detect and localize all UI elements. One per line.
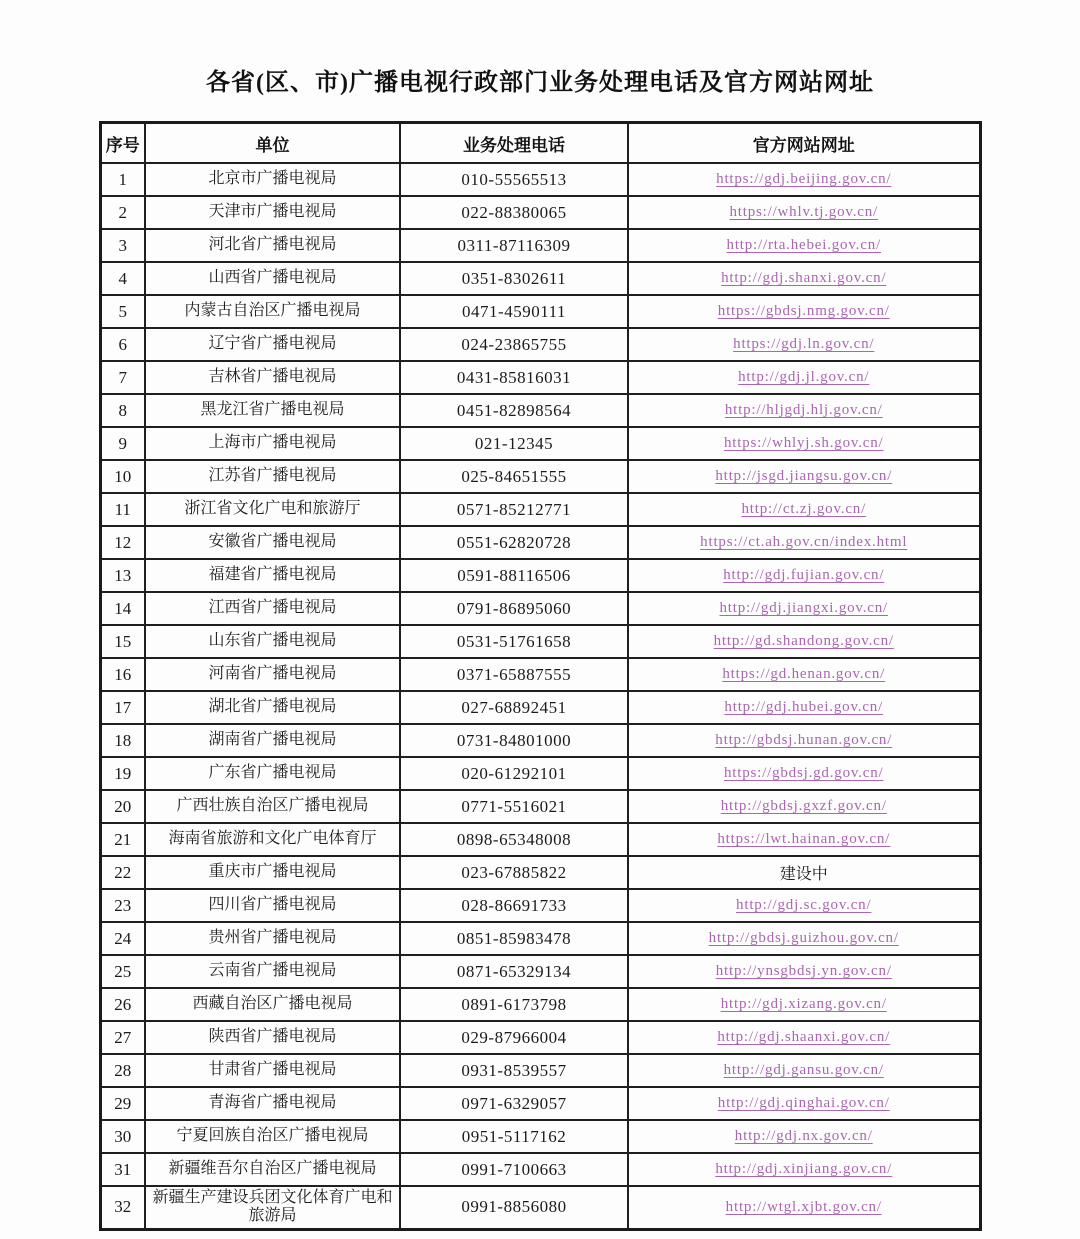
website-link[interactable]: https://gdj.ln.gov.cn/: [733, 336, 875, 352]
row-serial-number: 5: [100, 295, 145, 328]
website-link[interactable]: http://gbdsj.hunan.gov.cn/: [715, 732, 893, 748]
phone-number: 0951-5117162: [400, 1120, 628, 1153]
phone-number: 0991-7100663: [400, 1153, 628, 1186]
table-row: [100, 262, 980, 295]
row-serial-number: 21: [100, 823, 145, 856]
row-serial-number: 17: [100, 691, 145, 724]
phone-number: 0731-84801000: [400, 724, 628, 757]
phone-number: 010-55565513: [400, 163, 628, 196]
row-serial-number: 1: [100, 163, 145, 196]
row-serial-number: 25: [100, 955, 145, 988]
table-row: [100, 328, 980, 361]
row-serial-number: 2: [100, 196, 145, 229]
website-link[interactable]: https://gd.henan.gov.cn/: [722, 666, 886, 682]
row-serial-number: 15: [100, 625, 145, 658]
website-link[interactable]: http://gdj.shaanxi.gov.cn/: [717, 1029, 891, 1045]
phone-number: 0371-65887555: [400, 658, 628, 691]
website-link[interactable]: http://wtgl.xjbt.gov.cn/: [725, 1198, 882, 1215]
website-link[interactable]: http://gd.shandong.gov.cn/: [713, 633, 894, 649]
website-link[interactable]: http://gdj.shanxi.gov.cn/: [721, 270, 887, 286]
row-serial-number: 20: [100, 790, 145, 823]
row-serial-number: 3: [100, 229, 145, 262]
header-serial-number: 序号: [100, 123, 145, 164]
website-status: 建设中: [779, 866, 828, 883]
unit-name: 云南省广播电视局: [145, 955, 400, 988]
website-cell: [628, 328, 980, 361]
website-link[interactable]: https://ct.ah.gov.cn/index.html: [700, 534, 908, 550]
row-serial-number: 23: [100, 889, 145, 922]
website-cell: [628, 823, 980, 856]
unit-name: 天津市广播电视局: [145, 196, 400, 229]
phone-number: 028-86691733: [400, 889, 628, 922]
website-link[interactable]: https://whlyj.sh.gov.cn/: [724, 435, 884, 451]
unit-name: 广东省广播电视局: [145, 757, 400, 790]
unit-name: 福建省广播电视局: [145, 559, 400, 592]
phone-number: 020-61292101: [400, 757, 628, 790]
phone-number: 0571-85212771: [400, 493, 628, 526]
phone-number: 021-12345: [400, 427, 628, 460]
website-cell: [628, 724, 980, 757]
phone-number: 024-23865755: [400, 328, 628, 361]
unit-name: 安徽省广播电视局: [145, 526, 400, 559]
website-cell: [628, 427, 980, 460]
row-serial-number: 18: [100, 724, 145, 757]
unit-name: 辽宁省广播电视局: [145, 328, 400, 361]
row-serial-number: 7: [100, 361, 145, 394]
website-link[interactable]: http://gdj.gansu.gov.cn/: [723, 1062, 884, 1078]
website-cell: [628, 1054, 980, 1087]
website-link[interactable]: http://hljgdj.hlj.gov.cn/: [724, 402, 883, 418]
phone-number: 022-88380065: [400, 196, 628, 229]
website-link[interactable]: https://lwt.hainan.gov.cn/: [717, 831, 891, 847]
phone-number: 0451-82898564: [400, 394, 628, 427]
phone-number: 0591-88116506: [400, 559, 628, 592]
table-row: [100, 1021, 980, 1054]
website-cell: [628, 460, 980, 493]
row-serial-number: 13: [100, 559, 145, 592]
row-serial-number: 9: [100, 427, 145, 460]
unit-name: 湖南省广播电视局: [145, 724, 400, 757]
unit-name: 山西省广播电视局: [145, 262, 400, 295]
website-cell: [628, 559, 980, 592]
header-unit: 单位: [145, 123, 400, 164]
website-link[interactable]: http://gdj.xizang.gov.cn/: [720, 996, 887, 1012]
website-link[interactable]: http://gdj.jl.gov.cn/: [738, 369, 870, 385]
website-cell: [628, 493, 980, 526]
header-row: [100, 123, 980, 164]
row-serial-number: 31: [100, 1153, 145, 1186]
website-link[interactable]: http://gdj.sc.gov.cn/: [736, 897, 872, 913]
website-cell: [628, 163, 980, 196]
unit-name: 黑龙江省广播电视局: [145, 394, 400, 427]
phone-number: 0891-6173798: [400, 988, 628, 1021]
table-row: [100, 163, 980, 196]
unit-name: 西藏自治区广播电视局: [145, 988, 400, 1021]
unit-name: 吉林省广播电视局: [145, 361, 400, 394]
unit-name: 四川省广播电视局: [145, 889, 400, 922]
phone-number: 0471-4590111: [400, 295, 628, 328]
table-row: [100, 658, 980, 691]
table-row: [100, 955, 980, 988]
website-link[interactable]: http://gdj.fujian.gov.cn/: [723, 567, 885, 583]
unit-name: 广西壮族自治区广播电视局: [145, 790, 400, 823]
unit-name: 贵州省广播电视局: [145, 922, 400, 955]
row-serial-number: 29: [100, 1087, 145, 1120]
row-serial-number: 26: [100, 988, 145, 1021]
website-cell: [628, 691, 980, 724]
unit-name: 江西省广播电视局: [145, 592, 400, 625]
table-row: [100, 1054, 980, 1087]
website-link[interactable]: http://rta.hebei.gov.cn/: [726, 237, 881, 253]
website-cell: [628, 922, 980, 955]
phone-number: 0791-86895060: [400, 592, 628, 625]
row-serial-number: 8: [100, 394, 145, 427]
table-row: [100, 1087, 980, 1120]
website-link[interactable]: http://gbdsj.guizhou.gov.cn/: [708, 930, 899, 946]
website-link[interactable]: https://gbdsj.nmg.gov.cn/: [717, 303, 890, 319]
website-link[interactable]: https://gdj.beijing.gov.cn/: [716, 171, 892, 187]
page-title: 各省(区、市)广播电视行政部门业务处理电话及官方网站网址: [206, 70, 874, 96]
phone-number: 0898-65348008: [400, 823, 628, 856]
table-row: [100, 526, 980, 559]
table-row: [100, 493, 980, 526]
unit-name: 内蒙古自治区广播电视局: [145, 295, 400, 328]
phone-number: 0971-6329057: [400, 1087, 628, 1120]
phone-number: 0551-62820728: [400, 526, 628, 559]
phone-number: 0851-85983478: [400, 922, 628, 955]
website-link[interactable]: http://gdj.nx.gov.cn/: [734, 1128, 873, 1144]
unit-name: 河南省广播电视局: [145, 658, 400, 691]
row-serial-number: 11: [100, 493, 145, 526]
row-serial-number: 27: [100, 1021, 145, 1054]
unit-name: 山东省广播电视局: [145, 625, 400, 658]
row-serial-number: 22: [100, 856, 145, 889]
unit-name: 甘肃省广播电视局: [145, 1054, 400, 1087]
website-cell: [628, 196, 980, 229]
table-row: [100, 790, 980, 823]
unit-name: 陕西省广播电视局: [145, 1021, 400, 1054]
website-cell: [628, 1186, 980, 1229]
website-cell: [628, 1120, 980, 1153]
row-serial-number: 24: [100, 922, 145, 955]
table-row: [100, 295, 980, 328]
website-cell: [628, 1021, 980, 1054]
website-cell: [628, 1153, 980, 1186]
website-link[interactable]: http://gdj.qinghai.gov.cn/: [717, 1095, 890, 1111]
website-cell: [628, 361, 980, 394]
website-cell: [628, 658, 980, 691]
row-serial-number: 10: [100, 460, 145, 493]
table-row: [100, 427, 980, 460]
unit-name: 海南省旅游和文化广电体育厅: [145, 823, 400, 856]
unit-name: 浙江省文化广电和旅游厅: [145, 493, 400, 526]
row-serial-number: 4: [100, 262, 145, 295]
phone-number: 0431-85816031: [400, 361, 628, 394]
row-serial-number: 16: [100, 658, 145, 691]
table-body: [100, 163, 980, 1229]
table-row: [100, 1186, 980, 1229]
row-serial-number: 6: [100, 328, 145, 361]
table-row: [100, 724, 980, 757]
website-cell: [628, 295, 980, 328]
phone-number: 0871-65329134: [400, 955, 628, 988]
phone-number: 0311-87116309: [400, 229, 628, 262]
phone-number: 027-68892451: [400, 691, 628, 724]
website-link[interactable]: http://gdj.xinjiang.gov.cn/: [715, 1161, 893, 1177]
unit-name: 江苏省广播电视局: [145, 460, 400, 493]
unit-name: 青海省广播电视局: [145, 1087, 400, 1120]
phone-number: 0771-5516021: [400, 790, 628, 823]
website-link[interactable]: http://jsgd.jiangsu.gov.cn/: [715, 468, 893, 484]
row-serial-number: 30: [100, 1120, 145, 1153]
website-cell: [628, 394, 980, 427]
phone-number: 023-67885822: [400, 856, 628, 889]
website-link[interactable]: http://gdj.jiangxi.gov.cn/: [719, 600, 889, 616]
unit-name: 宁夏回族自治区广播电视局: [145, 1120, 400, 1153]
row-serial-number: 32: [100, 1186, 145, 1229]
website-link[interactable]: https://gbdsj.gd.gov.cn/: [724, 765, 884, 781]
unit-name: 重庆市广播电视局: [145, 856, 400, 889]
table-row: [100, 625, 980, 658]
website-cell: [628, 955, 980, 988]
website-cell: [628, 856, 980, 889]
website-cell: [628, 592, 980, 625]
table-row: [100, 394, 980, 427]
table-row: [100, 823, 980, 856]
website-cell: [628, 757, 980, 790]
unit-name: 北京市广播电视局: [145, 163, 400, 196]
row-serial-number: 14: [100, 592, 145, 625]
table-row: [100, 559, 980, 592]
contact-table: [99, 121, 982, 1231]
table-row: [100, 988, 980, 1021]
unit-name: 新疆生产建设兵团文化体育广电和旅游局: [145, 1186, 400, 1229]
table-row: [100, 856, 980, 889]
table-row: [100, 691, 980, 724]
header-phone: 业务处理电话: [400, 123, 628, 164]
website-cell: [628, 1087, 980, 1120]
website-link[interactable]: http://gbdsj.gxzf.gov.cn/: [720, 798, 887, 814]
website-link[interactable]: https://whlv.tj.gov.cn/: [729, 204, 879, 220]
row-serial-number: 12: [100, 526, 145, 559]
table-row: [100, 592, 980, 625]
phone-number: 025-84651555: [400, 460, 628, 493]
website-cell: [628, 988, 980, 1021]
phone-number: 0531-51761658: [400, 625, 628, 658]
table-row: [100, 196, 980, 229]
unit-name: 湖北省广播电视局: [145, 691, 400, 724]
unit-name: 河北省广播电视局: [145, 229, 400, 262]
phone-number: 0991-8856080: [400, 1186, 628, 1229]
website-cell: [628, 229, 980, 262]
website-link[interactable]: http://gdj.hubei.gov.cn/: [724, 699, 884, 715]
website-cell: [628, 790, 980, 823]
website-cell: [628, 262, 980, 295]
row-serial-number: 28: [100, 1054, 145, 1087]
unit-name: 上海市广播电视局: [145, 427, 400, 460]
phone-number: 0931-8539557: [400, 1054, 628, 1087]
table-row: [100, 229, 980, 262]
table-row: [100, 757, 980, 790]
table-row: [100, 1153, 980, 1186]
website-cell: [628, 625, 980, 658]
table-header: [100, 123, 980, 164]
website-cell: [628, 526, 980, 559]
website-cell: [628, 889, 980, 922]
website-link[interactable]: http://ct.zj.gov.cn/: [741, 501, 867, 517]
website-link[interactable]: http://ynsgbdsj.yn.gov.cn/: [715, 963, 892, 979]
table-row: [100, 361, 980, 394]
unit-name: 新疆维吾尔自治区广播电视局: [145, 1153, 400, 1186]
table-row: [100, 889, 980, 922]
table-row: [100, 1120, 980, 1153]
row-serial-number: 19: [100, 757, 145, 790]
header-website: 官方网站网址: [628, 123, 980, 164]
table-row: [100, 460, 980, 493]
table-row: [100, 922, 980, 955]
phone-number: 0351-8302611: [400, 262, 628, 295]
phone-number: 029-87966004: [400, 1021, 628, 1054]
